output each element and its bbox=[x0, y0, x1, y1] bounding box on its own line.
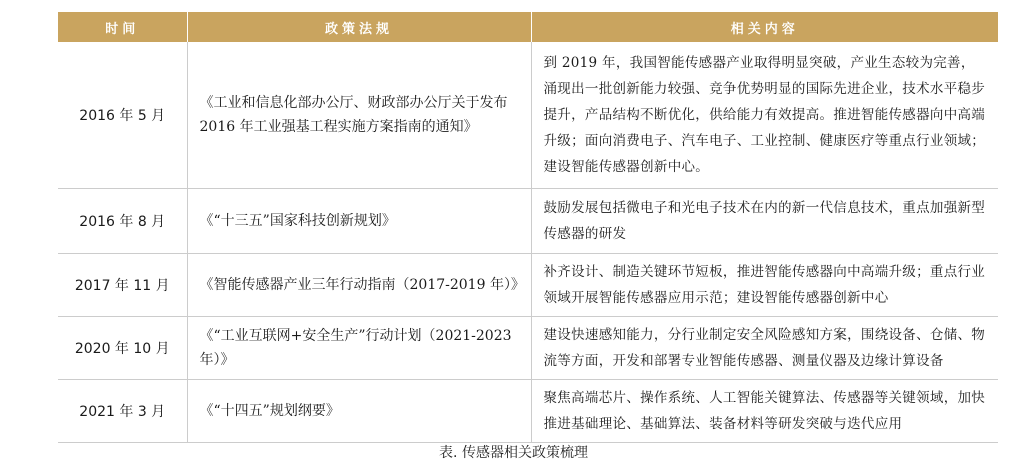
policy-table-container bbox=[58, 12, 998, 443]
row-time: 2016 年 8 月 bbox=[58, 189, 187, 254]
row-time: 2021 年 3 月 bbox=[58, 380, 187, 443]
row-content: 聚焦高端芯片、操作系统、人工智能关键算法、传感器等关键领域，加快推进基础理论、基础算法、装备材料等研发突破与迭代应用 bbox=[531, 380, 998, 443]
header-time: 时间 bbox=[58, 12, 187, 42]
row-content: 鼓励发展包括微电子和光电子技术在内的新一代信息技术，重点加强新型传感器的研发 bbox=[531, 189, 998, 254]
table-row bbox=[58, 42, 998, 189]
table-row bbox=[58, 380, 998, 443]
row-policy: 《“十三五”国家科技创新规划》 bbox=[187, 189, 531, 254]
row-time: 2020 年 10 月 bbox=[58, 317, 187, 380]
row-policy: 《“工业互联网+安全生产”行动计划（2021-2023 年）》 bbox=[187, 317, 531, 380]
row-policy: 《“十四五”规划纲要》 bbox=[187, 380, 531, 443]
table-header-row bbox=[58, 12, 998, 42]
row-content: 补齐设计、制造关键环节短板，推进智能传感器向中高端升级；重点行业领域开展智能传感器应用示范；建设智能传感器创新中心 bbox=[531, 254, 998, 317]
row-content: 建设快速感知能力，分行业制定安全风险感知方案，围绕设备、仓储、物流等方面，开发和部署专业智能传感器、测量仪器及边缘计算设备 bbox=[531, 317, 998, 380]
header-content: 相关内容 bbox=[531, 12, 998, 42]
policy-table bbox=[58, 12, 998, 443]
table-row bbox=[58, 189, 998, 254]
row-policy: 《智能传感器产业三年行动指南（2017-2019 年）》 bbox=[187, 254, 531, 317]
row-time: 2016 年 5 月 bbox=[58, 42, 187, 189]
row-content: 到 2019 年，我国智能传感器产业取得明显突破，产业生态较为完善，涌现出一批创新能力较强、竞争优势明显的国际先进企业，技术水平稳步提升，产品结构不断优化，供给能力有效提高。推进智能传感器向中高端升级；面向消费电子、汽车电子、工业控制、健康医疗等重点行业领域；建设智能传感器创新中心。 bbox=[531, 42, 998, 189]
table-row bbox=[58, 317, 998, 380]
table-caption: 表. 传感器相关政策梳理 bbox=[439, 445, 588, 461]
table-row bbox=[58, 254, 998, 317]
row-time: 2017 年 11 月 bbox=[58, 254, 187, 317]
header-policy: 政策法规 bbox=[187, 12, 531, 42]
row-policy: 《工业和信息化部办公厅、财政部办公厅关于发布 2016 年工业强基工程实施方案指南的通知》 bbox=[187, 42, 531, 189]
